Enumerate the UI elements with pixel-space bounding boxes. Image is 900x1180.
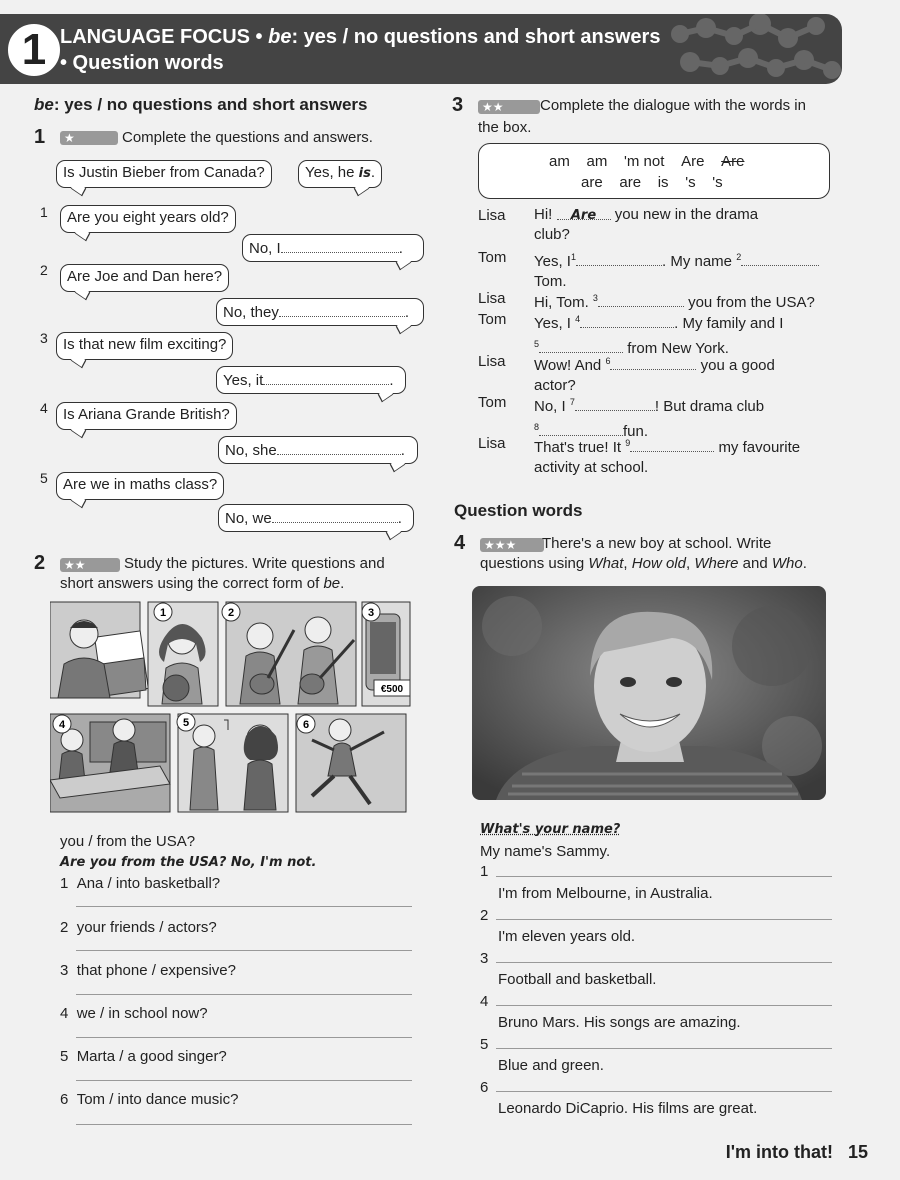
- word-box-row-1: am am 'm not Are Are: [549, 153, 745, 170]
- handwritten-answer: is: [358, 166, 371, 181]
- speaker: Tom: [478, 311, 507, 328]
- page-footer: [726, 1142, 868, 1163]
- exercise-4-answer: Football and basketball.: [498, 971, 657, 988]
- exercise-2-instruction-line1: Study the pictures. Write questions and: [124, 555, 385, 572]
- picture-guitarists: [222, 602, 356, 706]
- answer-bubble: No, I .: [242, 234, 424, 262]
- exercise-2-example-answer: Are you from the USA? No, I'm not.: [60, 855, 317, 870]
- exercise-4-answer: Blue and green.: [498, 1057, 604, 1074]
- answer-line[interactable]: [496, 876, 832, 877]
- answer-line[interactable]: [496, 962, 832, 963]
- answer-blank[interactable]: [277, 440, 401, 455]
- exercise-3-instruction-line1: Complete the dialogue with the words in: [540, 97, 806, 114]
- exercise-4-answer: I'm from Melbourne, in Australia.: [498, 885, 713, 902]
- answer-blank[interactable]: [610, 355, 696, 370]
- answer-line[interactable]: [76, 950, 412, 951]
- answer-line[interactable]: [76, 1037, 412, 1038]
- exercise-2-instruction-line2: short answers using the correct form of be.: [60, 575, 345, 592]
- item-number: 5: [480, 1036, 489, 1053]
- item-number: 3: [480, 950, 489, 967]
- item-number: 5: [40, 470, 48, 486]
- example-answer-bubble: Yes, he is.: [298, 160, 382, 188]
- exercise-3-instruction-line2: the box.: [478, 119, 532, 136]
- dialogue-line: That's true! It $^9$ my favourite activity at school.: [534, 438, 801, 476]
- exercise-2-item: 1 Ana / into basketball?: [60, 875, 221, 892]
- item-number: 4: [480, 993, 489, 1010]
- answer-blank[interactable]: [576, 251, 662, 266]
- exercise-1-instruction: Complete the questions and answers.: [122, 129, 373, 146]
- answer-line[interactable]: [496, 1005, 832, 1006]
- answer-line[interactable]: [76, 1080, 412, 1081]
- answer-line[interactable]: [76, 994, 412, 995]
- speaker: Tom: [478, 249, 507, 266]
- answer-line[interactable]: [496, 1091, 832, 1092]
- boy-photo: [472, 586, 826, 800]
- item-number: 1: [40, 204, 48, 220]
- answer-blank[interactable]: [598, 292, 684, 307]
- example-question-bubble: Is Justin Bieber from Canada?: [56, 160, 272, 188]
- item-number: 4: [40, 400, 48, 416]
- answer-bubble: Yes, it .: [216, 366, 406, 394]
- picture-girl-ball: [148, 602, 218, 706]
- exercise-2-item: 2 your friends / actors?: [60, 919, 217, 936]
- exercise-2-pictures: [50, 600, 412, 814]
- exercise-2-item: 3 that phone / expensive?: [60, 962, 236, 979]
- exercise-4-instruction-line2: questions using What, How old, Where and Who.: [480, 555, 807, 572]
- dialogue-line: Hi, Tom. $^3$ you from the USA?: [534, 293, 815, 311]
- speaker: Lisa: [478, 435, 506, 452]
- picture-label: 5: [182, 717, 190, 729]
- exercise-2-item: 5 Marta / a good singer?: [60, 1048, 227, 1065]
- exercise-2-number: 2: [34, 552, 46, 574]
- picture-label: 6: [302, 719, 310, 731]
- picture-classroom: [50, 714, 170, 812]
- exercise-4-answer: I'm eleven years old.: [498, 928, 636, 945]
- dialogue-line: No, I $^7$ ! But drama club $^8$ fun.: [534, 397, 765, 440]
- question-bubble: Are Joe and Dan here?: [60, 264, 229, 292]
- answer-blank[interactable]: [272, 508, 398, 523]
- speaker: Lisa: [478, 290, 506, 307]
- header-title: LANGUAGE FOCUS • be: yes / no questions and short answers: [60, 26, 661, 48]
- difficulty-stars: ★★: [60, 558, 120, 572]
- footer-title: I'm into that!: [725, 1142, 833, 1162]
- answer-blank[interactable]: [575, 396, 655, 411]
- dialogue-line: Yes, I $^4$ . My family and I $^5$ from New York.: [534, 314, 784, 357]
- picture-label: 4: [58, 719, 66, 731]
- page-number: 15: [847, 1142, 868, 1162]
- picture-dancer: [296, 714, 406, 812]
- difficulty-stars: ★★★: [480, 538, 544, 552]
- exercise-4-answer: Leonardo DiCaprio. His films are great.: [498, 1100, 758, 1117]
- exercise-4-number: 4: [454, 532, 466, 554]
- answer-bubble: No, we .: [218, 504, 414, 532]
- dialogue-line: Wow! And $^6$ you a good actor?: [534, 356, 775, 394]
- picture-boy-flag: [50, 602, 148, 698]
- exercise-4-instruction-line1: There's a new boy at school. Write: [542, 535, 772, 552]
- word-box-row-2: are are is 's 's: [581, 174, 723, 191]
- answer-blank[interactable]: [580, 313, 674, 328]
- exercise-4-example-answer: My name's Sammy.: [480, 843, 611, 860]
- picture-label: 2: [227, 607, 235, 619]
- item-number: 6: [480, 1079, 489, 1096]
- exercise-2-example-prompt: you / from the USA?: [60, 833, 196, 850]
- answer-line[interactable]: [76, 906, 412, 907]
- answer-blank[interactable]: [279, 302, 405, 317]
- exercise-1-number: 1: [34, 126, 46, 148]
- answer-bubble: No, she .: [218, 436, 418, 464]
- unit-number: 1: [4, 20, 64, 80]
- header-subtitle: • Question words: [60, 52, 224, 74]
- exercise-3-number: 3: [452, 94, 464, 116]
- answer-line[interactable]: [496, 919, 832, 920]
- exercise-4-answer: Bruno Mars. His songs are amazing.: [498, 1014, 741, 1031]
- exercise-4-example-question: What's your name?: [480, 822, 621, 837]
- question-bubble: Is that new film exciting?: [56, 332, 233, 360]
- section-title-be: be: yes / no questions and short answers: [34, 95, 368, 114]
- picture-label: 3: [367, 607, 375, 619]
- item-number: 1: [480, 863, 489, 880]
- answer-bubble: No, they .: [216, 298, 424, 326]
- picture-label: 1: [159, 607, 167, 619]
- crossed-out-word: Are: [721, 153, 745, 170]
- picture-singer: [177, 713, 288, 812]
- exercise-2-item: 6 Tom / into dance music?: [60, 1091, 239, 1108]
- price-tag: €500: [380, 684, 404, 695]
- speaker: Lisa: [478, 353, 506, 370]
- question-bubble: Are you eight years old?: [60, 205, 236, 233]
- speaker: Tom: [478, 394, 507, 411]
- answer-blank[interactable]: [281, 238, 399, 253]
- dialogue-line: Hi! Are you new in the drama club?: [534, 206, 759, 243]
- answer-blank[interactable]: [741, 251, 819, 266]
- header-pattern: [660, 14, 842, 84]
- difficulty-stars: ★: [60, 131, 118, 145]
- item-number: 2: [40, 262, 48, 278]
- section-title-question-words: Question words: [454, 501, 583, 520]
- speaker: Lisa: [478, 207, 506, 224]
- answer-line[interactable]: [76, 1124, 412, 1125]
- exercise-2-item: 4 we / in school now?: [60, 1005, 208, 1022]
- question-bubble: Is Ariana Grande British?: [56, 402, 237, 430]
- question-bubble: Are we in maths class?: [56, 472, 224, 500]
- dialogue-line: Yes, $I^1$ . My name $^2$ Tom.: [534, 247, 834, 292]
- item-number: 2: [480, 907, 489, 924]
- answer-line[interactable]: [496, 1048, 832, 1049]
- answer-blank[interactable]: [630, 437, 714, 452]
- handwritten-answer: Are: [570, 208, 597, 223]
- answer-blank[interactable]: [263, 370, 389, 385]
- difficulty-stars: ★★: [478, 100, 540, 114]
- item-number: 3: [40, 330, 48, 346]
